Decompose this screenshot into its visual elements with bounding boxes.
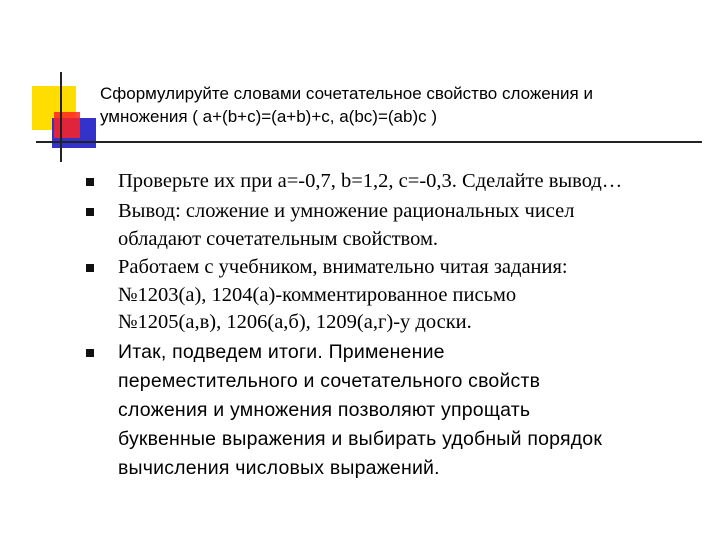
bullet-item	[78, 168, 712, 198]
bullet-text-line: сложения и умножения позволяют упрощать	[118, 399, 531, 421]
decor-horizontal-line	[36, 141, 702, 143]
bullet-item	[78, 254, 712, 338]
bullet-text-line: Работаем с учебником, внимательно читая задания:	[118, 256, 568, 278]
bullet-text-line: обладают сочетательным свойством.	[118, 227, 439, 250]
bullet-square-icon	[86, 178, 94, 186]
bullet-item	[78, 198, 712, 254]
bullet-square-icon	[86, 208, 94, 216]
bullet-item	[78, 338, 712, 483]
bullet-text-line: Итак, подведем итоги. Применение	[118, 341, 445, 363]
slide-title	[100, 82, 710, 128]
bullet-text-line: Проверьте их при а=-0,7, b=1,2, с=-0,3. Сделайте вывод…	[118, 170, 623, 192]
bullet-text-line: №1205(а,в), 1206(а,б), 1209(а,г)-у доски.	[118, 311, 472, 333]
bullet-text-line: №1203(а), 1204(а)-комментированное письмо	[118, 283, 517, 306]
bullet-text-line: вычисления числовых выражений.	[118, 457, 440, 479]
bullet-text-line: Вывод: сложение и умножение рациональных чисел	[118, 200, 575, 222]
decor-vertical-line	[60, 72, 62, 162]
bullet-text-line: буквенные выражения и выбирать удобный порядок	[118, 428, 603, 450]
title-line: Сформулируйте словами сочетательное свойство сложения и	[100, 84, 593, 103]
bullet-list	[78, 168, 712, 483]
title-line: умножения ( a+(b+c)=(a+b)+c, a(bc)=(ab)c )	[100, 107, 437, 126]
bullet-square-icon	[86, 349, 94, 357]
decor-red-square	[54, 112, 80, 138]
bullet-text-line: переместительного и сочетательного свойств	[118, 370, 541, 392]
bullet-square-icon	[86, 264, 94, 272]
